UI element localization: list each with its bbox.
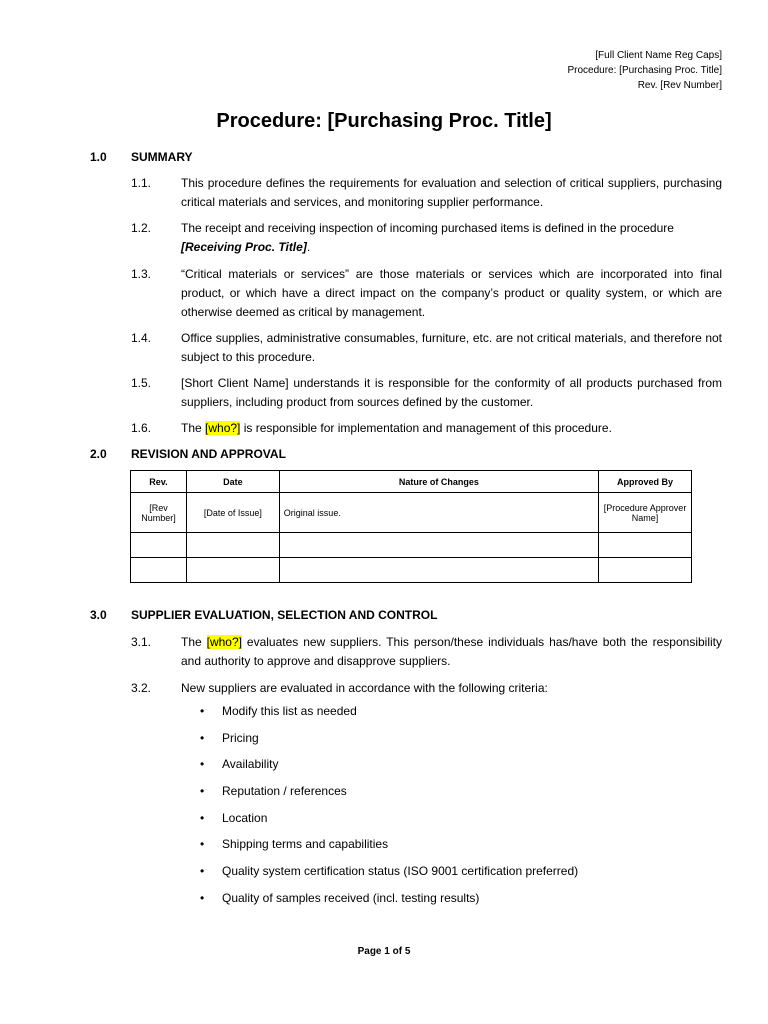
item-number: 3.2. [131, 681, 152, 695]
section-number: 1.0 [90, 150, 107, 164]
item-text: [Short Client Name] understands it is responsible for the conformity of all products purchased from suppliers, including product from sources defined by the customer. [181, 376, 722, 409]
list-item [131, 219, 722, 257]
item-number: 1.5. [131, 376, 152, 390]
bullet-icon: • [200, 810, 205, 825]
bullet-text: Quality system certification status (ISO 9001 certification preferred) [222, 864, 579, 879]
bullet-icon: • [200, 704, 205, 718]
section-title: SUMMARY [131, 150, 193, 164]
col-header-rev: Rev. [131, 471, 187, 493]
table-cell [131, 533, 187, 558]
page-number: Page 1 of 5 [357, 946, 411, 957]
section-title: SUPPLIER EVALUATION, SELECTION AND CONTROL [131, 608, 438, 622]
table-cell [599, 558, 692, 583]
item-text-part: The receipt and receiving inspection of incoming purchased items is defined in the procedure [181, 221, 674, 235]
header-procedure-title: Procedure: [Purchasing Proc. Title] [567, 65, 722, 76]
header-revision: Rev. [Rev Number] [637, 80, 722, 91]
col-header-date: Date [186, 471, 279, 493]
item-text: Office supplies, administrative consumables, furniture, etc. are not critical materials, and therefore not subject to this procedure. [181, 331, 722, 364]
item-text-part: is responsible for implementation and management of this procedure. [240, 421, 612, 435]
table-cell [599, 533, 692, 558]
item-text [181, 419, 722, 438]
table-row [131, 533, 692, 558]
item-text-part: evaluates new suppliers. This person/these individuals has/have both the responsibility and authority to approve and disapprove suppliers. [181, 635, 722, 668]
item-number: 1.6. [131, 421, 152, 435]
who-placeholder-highlight: [who?] [205, 421, 241, 435]
bullet-text: Availability [222, 757, 279, 772]
col-header-approved: Approved By [599, 471, 692, 493]
who-placeholder-highlight: [who?] [206, 635, 242, 649]
bullet-icon: • [200, 890, 205, 905]
table-cell: [Rev Number] [131, 493, 187, 533]
item-text [181, 633, 722, 671]
item-text-part: The [181, 421, 206, 435]
bullet-icon: • [200, 730, 205, 745]
item-text: This procedure defines the requirements for evaluation and selection of critical suppliers, purchasing critical materials and services, and monitoring supplier performance. [181, 176, 722, 209]
bullet-text: Location [222, 810, 268, 825]
table-row [131, 493, 692, 533]
table-header-row [131, 471, 692, 493]
document-title: Procedure: [Purchasing Proc. Title] [216, 110, 552, 132]
bullet-text: Modify this list as needed [222, 704, 357, 718]
section-number: 2.0 [90, 447, 107, 461]
header-client-name: [Full Client Name Reg Caps] [595, 50, 722, 61]
bullet-text: Reputation / references [222, 784, 347, 799]
table-cell: [Date of Issue] [186, 493, 279, 533]
section-title: REVISION AND APPROVAL [131, 447, 286, 461]
bullet-text: Pricing [222, 730, 259, 745]
col-header-nature: Nature of Changes [279, 471, 598, 493]
section-number: 3.0 [90, 608, 107, 622]
bullet-icon: • [200, 757, 205, 772]
item-text [181, 219, 722, 257]
item-number: 1.3. [131, 267, 152, 281]
item-text-part: The [181, 635, 207, 649]
revision-table [130, 470, 692, 583]
table-row [131, 558, 692, 583]
table-cell [279, 558, 598, 583]
list-item [131, 419, 722, 438]
item-number: 1.1. [131, 176, 152, 190]
bullet-text: Shipping terms and capabilities [222, 837, 389, 852]
bullet-icon: • [200, 784, 205, 799]
bullet-icon: • [200, 864, 205, 879]
item-text-part: . [306, 240, 311, 254]
item-number: 1.4. [131, 331, 152, 345]
list-item [131, 374, 722, 412]
page-header [567, 48, 722, 93]
list-item [131, 633, 722, 671]
list-item [131, 679, 722, 698]
list-item [131, 329, 722, 367]
item-text: “Critical materials or services” are those materials or services which are incorporated into final product, or which have a direct impact on the company’s product or quality system, or which are otherwise deemed as critical by management. [181, 267, 722, 319]
table-cell [279, 533, 598, 558]
item-text: New suppliers are evaluated in accordance with the following criteria: [181, 681, 548, 695]
list-item [131, 265, 722, 322]
receiving-proc-reference: [Receiving Proc. Title] [181, 240, 307, 254]
table-cell: Original issue. [279, 493, 598, 533]
table-cell: [Procedure Approver Name] [599, 493, 692, 533]
bullet-icon: • [200, 837, 205, 852]
table-cell [186, 558, 279, 583]
list-item [131, 174, 722, 212]
table-cell [131, 558, 187, 583]
item-number: 3.1. [131, 635, 152, 649]
item-number: 1.2. [131, 221, 152, 235]
bullet-text: Quality of samples received (incl. testing results) [222, 890, 480, 905]
table-cell [186, 533, 279, 558]
